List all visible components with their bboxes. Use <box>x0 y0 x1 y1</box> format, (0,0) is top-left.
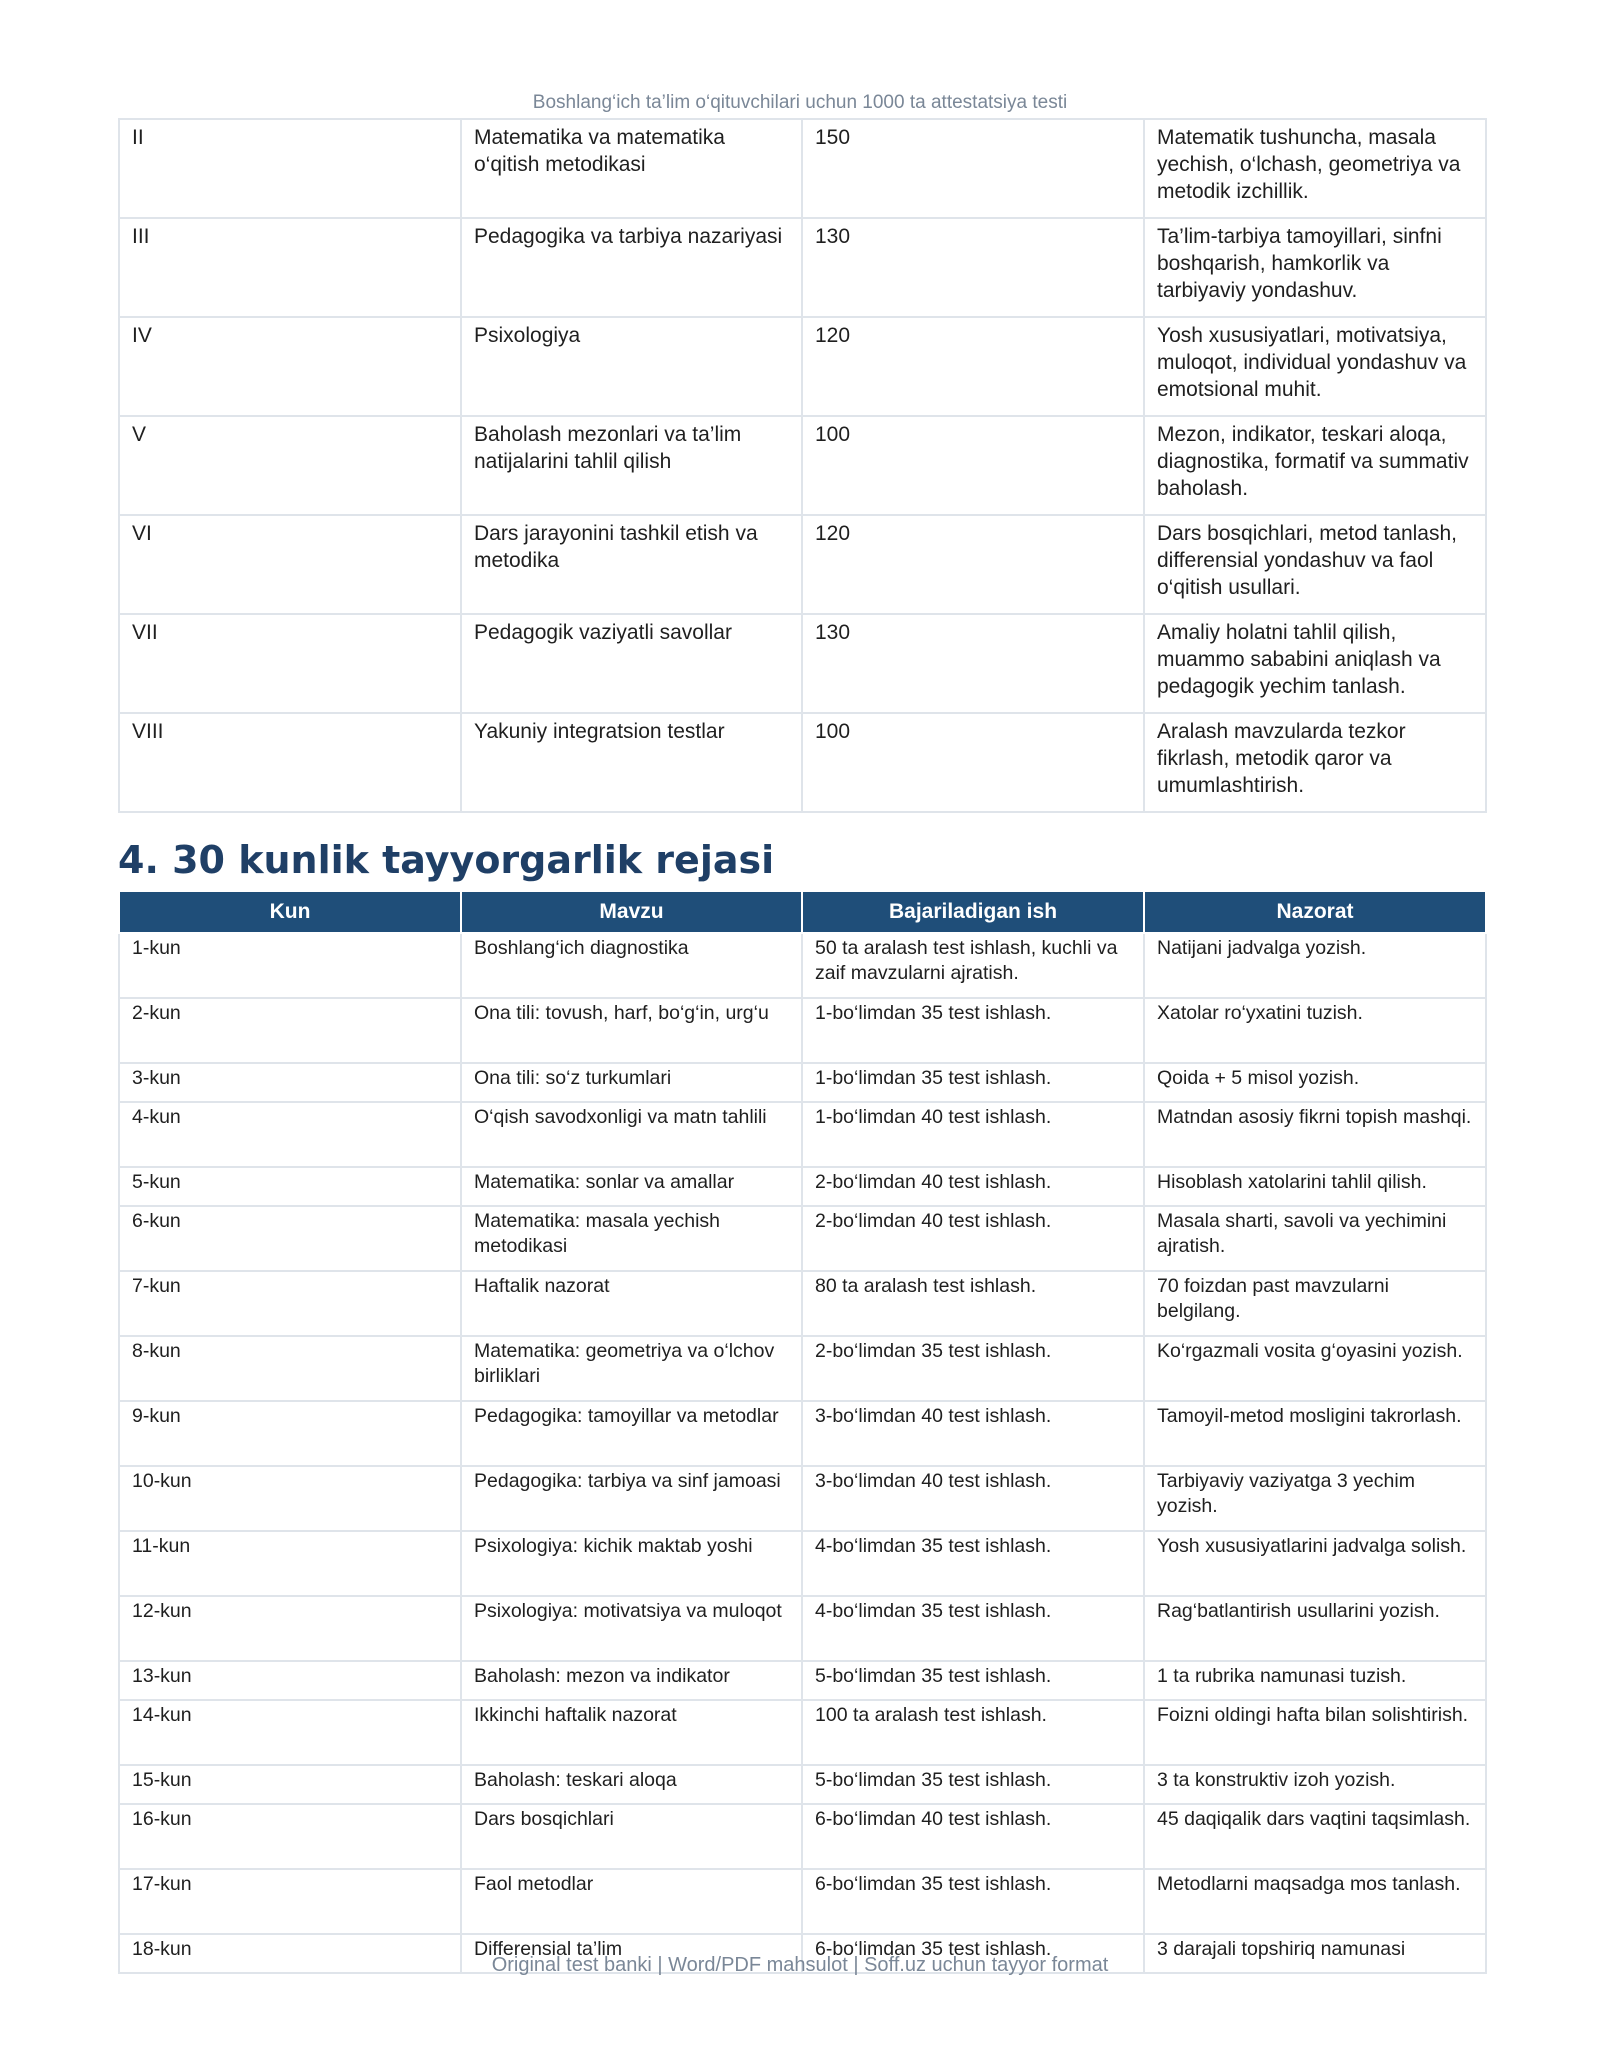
cell-col-2: Yakuniy integratsion testlar <box>461 713 802 812</box>
cell-col-3: 1-bo‘limdan 40 test ishlash. <box>802 1102 1144 1167</box>
cell-col-2: Boshlang‘ich diagnostika <box>461 933 802 998</box>
cell-col-1: 12-kun <box>119 1596 461 1661</box>
cell-col-1: 4-kun <box>119 1102 461 1167</box>
page-footer: Original test banki | Word/PDF mahsulot | Soff.uz uchun tayyor format <box>491 1954 1109 1976</box>
cell-col-3: 4-bo‘limdan 35 test ishlash. <box>802 1531 1144 1596</box>
table-row <box>119 614 1486 713</box>
cell-col-2: Psixologiya: motivatsiya va muloqot <box>461 1596 802 1661</box>
cell-col-1: IV <box>119 317 461 416</box>
cell-col-1: 17-kun <box>119 1869 461 1934</box>
cell-col-1: 8-kun <box>119 1336 461 1401</box>
cell-col-1: 15-kun <box>119 1765 461 1804</box>
cell-col-2: Baholash mezonlari va ta’lim natijalarini tahlil qilish <box>461 416 802 515</box>
cell-col-4: Ko‘rgazmali vosita g‘oyasini yozish. <box>1144 1336 1486 1401</box>
cell-col-2: Pedagogika: tamoyillar va metodlar <box>461 1401 802 1466</box>
table-row <box>119 515 1486 614</box>
cell-col-1: 5-kun <box>119 1167 461 1206</box>
cell-col-3: 80 ta aralash test ishlash. <box>802 1271 1144 1336</box>
cell-col-3: 100 ta aralash test ishlash. <box>802 1700 1144 1765</box>
table-row <box>119 1804 1486 1869</box>
cell-col-3: 4-bo‘limdan 35 test ishlash. <box>802 1596 1144 1661</box>
cell-col-2: Differensial ta’lim <box>461 1934 802 1973</box>
study-plan-table-body <box>119 933 1486 1973</box>
cell-col-2: Faol metodlar <box>461 1869 802 1934</box>
cell-col-2: Matematika: masala yechish metodikasi <box>461 1206 802 1271</box>
cell-col-3: 130 <box>802 218 1144 317</box>
cell-col-4: Foizni oldingi hafta bilan solishtirish. <box>1144 1700 1486 1765</box>
column-header-bajariladigan-ish: Bajariladigan ish <box>802 891 1144 933</box>
cell-col-2: Dars jarayonini tashkil etish va metodika <box>461 515 802 614</box>
cell-col-1: 9-kun <box>119 1401 461 1466</box>
cell-col-2: Ona tili: so‘z turkumlari <box>461 1063 802 1102</box>
table-row <box>119 1869 1486 1934</box>
cell-col-2: Ona tili: tovush, harf, bo‘g‘in, urg‘u <box>461 998 802 1063</box>
cell-col-4: Yosh xususiyatlari, motivatsiya, muloqot, individual yondashuv va emotsional muhit. <box>1144 317 1486 416</box>
cell-col-1: VI <box>119 515 461 614</box>
cell-col-2: Dars bosqichlari <box>461 1804 802 1869</box>
cell-col-1: 13-kun <box>119 1661 461 1700</box>
cell-col-4: Xatolar ro‘yxatini tuzish. <box>1144 998 1486 1063</box>
table-row <box>119 218 1486 317</box>
cell-col-4: Ta’lim-tarbiya tamoyillari, sinfni boshqarish, hamkorlik va tarbiyaviy yondashuv. <box>1144 218 1486 317</box>
cell-col-1: V <box>119 416 461 515</box>
cell-col-3: 6-bo‘limdan 40 test ishlash. <box>802 1804 1144 1869</box>
cell-col-4: 3 darajali topshiriq namunasi <box>1144 1934 1486 1973</box>
cell-col-3: 1-bo‘limdan 35 test ishlash. <box>802 998 1144 1063</box>
table-row <box>119 1466 1486 1531</box>
table-row <box>119 1596 1486 1661</box>
cell-col-3: 50 ta aralash test ishlash, kuchli va zaif mavzularni ajratish. <box>802 933 1144 998</box>
cell-col-2: Psixologiya <box>461 317 802 416</box>
cell-col-4: Dars bosqichlari, metod tanlash, differensial yondashuv va faol o‘qitish usullari. <box>1144 515 1486 614</box>
cell-col-3: 150 <box>802 119 1144 218</box>
cell-col-1: VIII <box>119 713 461 812</box>
table-row <box>119 1401 1486 1466</box>
cell-col-3: 6-bo‘limdan 35 test ishlash. <box>802 1934 1144 1973</box>
sections-table <box>118 118 1487 813</box>
cell-col-1: 1-kun <box>119 933 461 998</box>
cell-col-3: 5-bo‘limdan 35 test ishlash. <box>802 1661 1144 1700</box>
cell-col-4: Rag‘batlantirish usullarini yozish. <box>1144 1596 1486 1661</box>
cell-col-1: 14-kun <box>119 1700 461 1765</box>
cell-col-1: II <box>119 119 461 218</box>
cell-col-4: Qoida + 5 misol yozish. <box>1144 1063 1486 1102</box>
cell-col-3: 3-bo‘limdan 40 test ishlash. <box>802 1401 1144 1466</box>
cell-col-2: Haftalik nazorat <box>461 1271 802 1336</box>
table-row <box>119 1102 1486 1167</box>
page-header: Boshlang‘ich ta’lim o‘qituvchilari uchun 1000 ta attestatsiya testi <box>532 92 1068 113</box>
table-row <box>119 1271 1486 1336</box>
cell-col-4: Amaliy holatni tahlil qilish, muammo sababini aniqlash va pedagogik yechim tanlash. <box>1144 614 1486 713</box>
table-row <box>119 1063 1486 1102</box>
table-row <box>119 933 1486 998</box>
cell-col-4: 3 ta konstruktiv izoh yozish. <box>1144 1765 1486 1804</box>
table-row <box>119 1336 1486 1401</box>
cell-col-1: 18-kun <box>119 1934 461 1973</box>
table-row <box>119 998 1486 1063</box>
cell-col-2: Matematika: sonlar va amallar <box>461 1167 802 1206</box>
section-title: 4. 30 kunlik tayyorgarlik rejasi <box>118 838 775 882</box>
table-header-row <box>119 891 1486 933</box>
cell-col-3: 120 <box>802 317 1144 416</box>
table-row <box>119 1531 1486 1596</box>
cell-col-3: 6-bo‘limdan 35 test ishlash. <box>802 1869 1144 1934</box>
cell-col-3: 2-bo‘limdan 35 test ishlash. <box>802 1336 1144 1401</box>
cell-col-1: 3-kun <box>119 1063 461 1102</box>
cell-col-1: 6-kun <box>119 1206 461 1271</box>
cell-col-4: 1 ta rubrika namunasi tuzish. <box>1144 1661 1486 1700</box>
cell-col-2: Pedagogika va tarbiya nazariyasi <box>461 218 802 317</box>
cell-col-2: Pedagogika: tarbiya va sinf jamoasi <box>461 1466 802 1531</box>
column-header-mavzu: Mavzu <box>461 891 802 933</box>
table-row <box>119 713 1486 812</box>
table-row <box>119 1206 1486 1271</box>
cell-col-4: Matndan asosiy fikrni topish mashqi. <box>1144 1102 1486 1167</box>
cell-col-4: Natijani jadvalga yozish. <box>1144 933 1486 998</box>
cell-col-1: 10-kun <box>119 1466 461 1531</box>
cell-col-4: Metodlarni maqsadga mos tanlash. <box>1144 1869 1486 1934</box>
column-header-kun: Kun <box>119 891 461 933</box>
cell-col-4: Masala sharti, savoli va yechimini ajratish. <box>1144 1206 1486 1271</box>
table-row <box>119 1167 1486 1206</box>
table-row <box>119 416 1486 515</box>
cell-col-2: Baholash: teskari aloqa <box>461 1765 802 1804</box>
table-row <box>119 1700 1486 1765</box>
cell-col-2: Matematika: geometriya va o‘lchov birliklari <box>461 1336 802 1401</box>
cell-col-4: Matematik tushuncha, masala yechish, o‘lchash, geometriya va metodik izchillik. <box>1144 119 1486 218</box>
cell-col-4: Aralash mavzularda tezkor fikrlash, metodik qaror va umumlashtirish. <box>1144 713 1486 812</box>
cell-col-4: 45 daqiqalik dars vaqtini taqsimlash. <box>1144 1804 1486 1869</box>
cell-col-2: O‘qish savodxonligi va matn tahlili <box>461 1102 802 1167</box>
cell-col-3: 5-bo‘limdan 35 test ishlash. <box>802 1765 1144 1804</box>
study-plan-table <box>118 890 1487 1974</box>
cell-col-2: Matematika va matematika o‘qitish metodikasi <box>461 119 802 218</box>
cell-col-1: VII <box>119 614 461 713</box>
cell-col-3: 100 <box>802 416 1144 515</box>
table-row <box>119 1765 1486 1804</box>
sections-table-body <box>119 119 1486 812</box>
cell-col-2: Pedagogik vaziyatli savollar <box>461 614 802 713</box>
cell-col-1: 7-kun <box>119 1271 461 1336</box>
cell-col-4: Tamoyil-metod mosligini takrorlash. <box>1144 1401 1486 1466</box>
cell-col-3: 1-bo‘limdan 35 test ishlash. <box>802 1063 1144 1102</box>
cell-col-3: 120 <box>802 515 1144 614</box>
cell-col-2: Psixologiya: kichik maktab yoshi <box>461 1531 802 1596</box>
cell-col-3: 130 <box>802 614 1144 713</box>
cell-col-2: Ikkinchi haftalik nazorat <box>461 1700 802 1765</box>
cell-col-4: Mezon, indikator, teskari aloqa, diagnostika, formatif va summativ baholash. <box>1144 416 1486 515</box>
cell-col-3: 2-bo‘limdan 40 test ishlash. <box>802 1206 1144 1271</box>
table-row <box>119 1661 1486 1700</box>
column-header-nazorat: Nazorat <box>1144 891 1486 933</box>
table-row <box>119 317 1486 416</box>
cell-col-1: 2-kun <box>119 998 461 1063</box>
cell-col-2: Baholash: mezon va indikator <box>461 1661 802 1700</box>
cell-col-3: 100 <box>802 713 1144 812</box>
cell-col-3: 3-bo‘limdan 40 test ishlash. <box>802 1466 1144 1531</box>
cell-col-1: 16-kun <box>119 1804 461 1869</box>
cell-col-1: 11-kun <box>119 1531 461 1596</box>
cell-col-4: Hisoblash xatolarini tahlil qilish. <box>1144 1167 1486 1206</box>
cell-col-1: III <box>119 218 461 317</box>
cell-col-4: Yosh xususiyatlarini jadvalga solish. <box>1144 1531 1486 1596</box>
cell-col-4: 70 foizdan past mavzularni belgilang. <box>1144 1271 1486 1336</box>
cell-col-3: 2-bo‘limdan 40 test ishlash. <box>802 1167 1144 1206</box>
table-row <box>119 119 1486 218</box>
cell-col-4: Tarbiyaviy vaziyatga 3 yechim yozish. <box>1144 1466 1486 1531</box>
